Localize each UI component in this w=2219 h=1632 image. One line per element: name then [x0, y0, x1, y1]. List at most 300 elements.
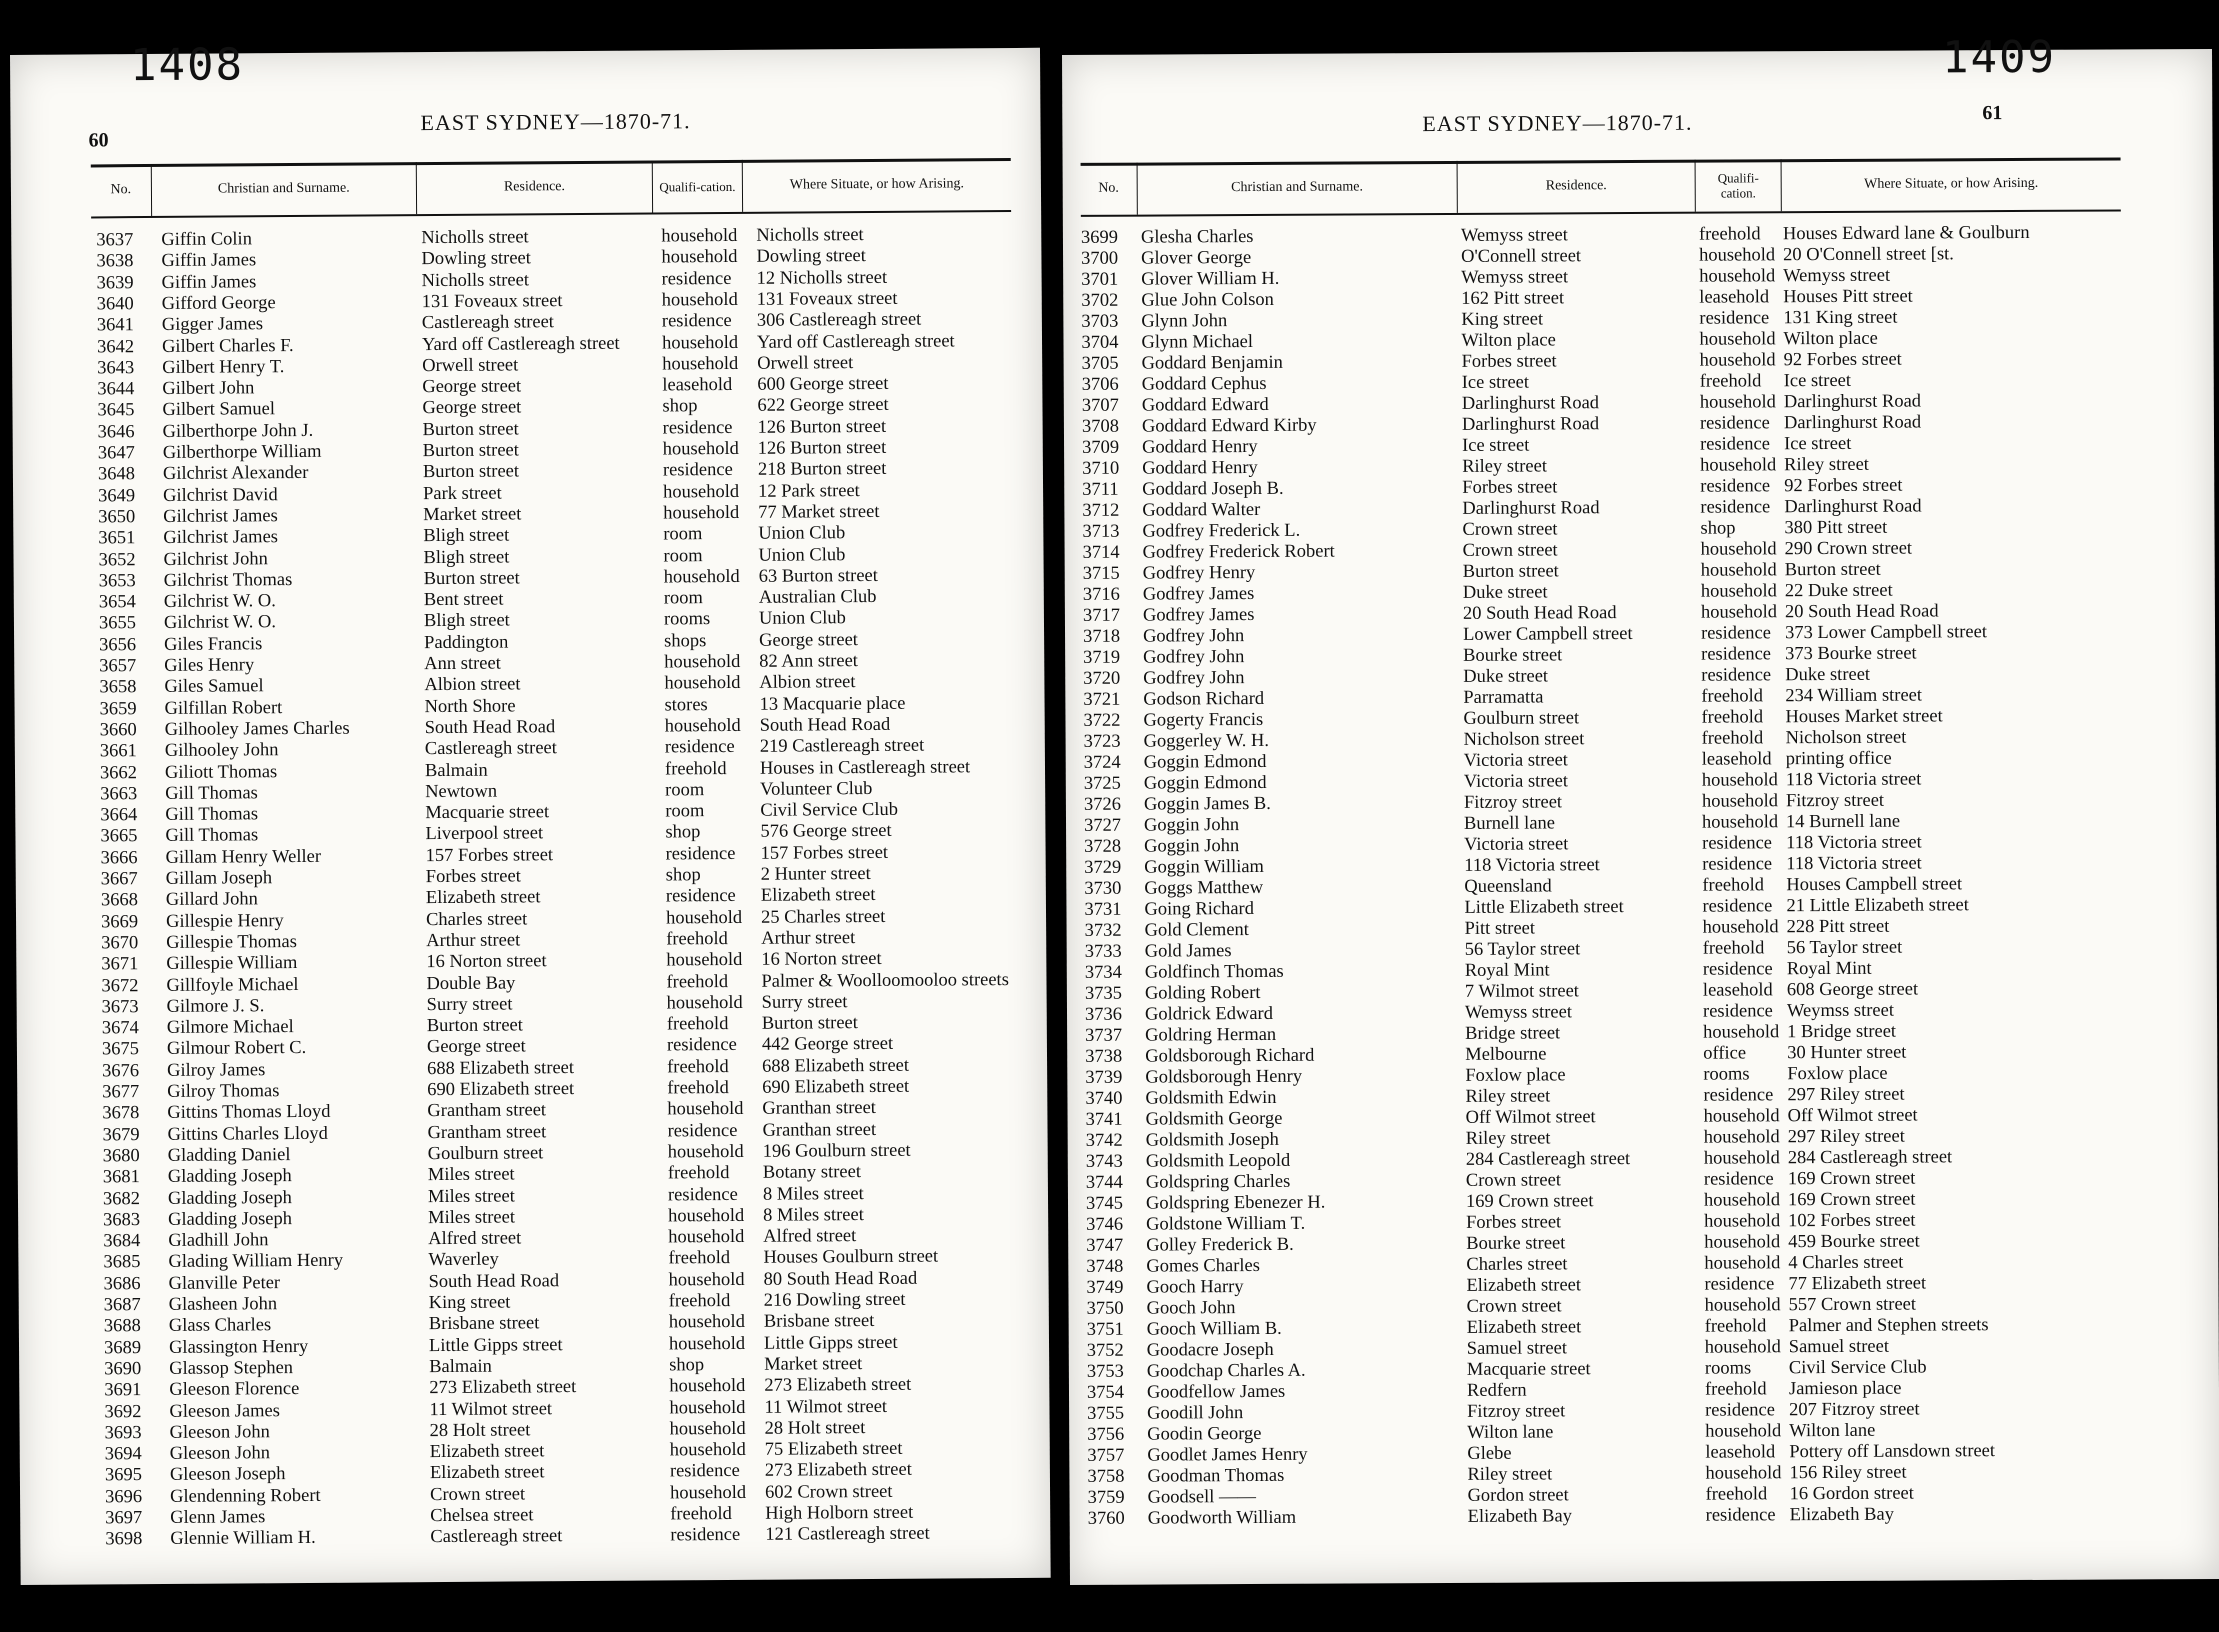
qualification: household	[1705, 1463, 1782, 1484]
entry-number: 3644	[97, 379, 135, 400]
table-row	[1088, 1502, 2198, 1530]
entry-number: 3678	[102, 1103, 140, 1124]
header-residence: Residence.	[417, 161, 654, 215]
entry-number: 3753	[1086, 1361, 1124, 1382]
residence: Goulburn street	[1463, 708, 1580, 729]
residence: Gordon street	[1467, 1485, 1569, 1506]
where-situate: Union Club	[758, 608, 846, 630]
where-situate: 118 Victoria street	[1786, 832, 1922, 854]
entry-number: 3704	[1081, 332, 1119, 353]
residence: Fitzroy street	[1463, 792, 1563, 813]
qualification: room	[665, 779, 705, 801]
residence: Little Gipps street	[428, 1334, 563, 1356]
elector-name: Goldsmith George	[1145, 1108, 1283, 1130]
residence: Wilton place	[1461, 330, 1556, 351]
where-situate: Orwell street	[757, 352, 854, 374]
elector-name: Goggin William	[1144, 856, 1264, 878]
entry-number: 3744	[1085, 1172, 1123, 1193]
residence: 118 Victoria street	[1464, 855, 1600, 876]
entry-number: 3736	[1084, 1004, 1123, 1025]
residence: Charles street	[1466, 1254, 1568, 1275]
qualification: household	[663, 502, 740, 524]
qualification: household	[664, 651, 741, 673]
elector-name: Gittins Charles Lloyd	[167, 1123, 328, 1145]
residence: 131 Foveaux street	[421, 291, 563, 313]
qualification: freehold	[668, 1248, 731, 1269]
qualification: room	[663, 524, 703, 545]
residence: Melbourne	[1465, 1044, 1547, 1065]
entry-number: 3648	[97, 464, 136, 485]
elector-name: Gogerty Francis	[1143, 709, 1264, 731]
residence: Ice street	[1461, 435, 1530, 456]
entry-number: 3713	[1082, 521, 1120, 542]
residence: Crown street	[1466, 1296, 1562, 1317]
entry-number: 3645	[97, 400, 135, 421]
residence: Burton street	[426, 1015, 523, 1037]
entry-number: 3733	[1084, 941, 1122, 962]
where-situate: 126 Burton street	[757, 437, 887, 459]
entry-number: 3721	[1083, 689, 1121, 710]
elector-name: Gillespie Thomas	[166, 931, 297, 953]
entry-number: 3699	[1080, 227, 1119, 248]
entry-number: 3665	[100, 826, 138, 847]
qualification: residence	[1704, 1274, 1775, 1295]
qualification: residence	[1702, 1001, 1773, 1022]
column-headers	[1081, 157, 2121, 214]
elector-name: Goldring Herman	[1145, 1024, 1277, 1046]
elector-name: Gleeson Florence	[169, 1379, 300, 1401]
qualification: residence	[1700, 623, 1771, 644]
entry-number: 3705	[1081, 353, 1119, 374]
where-situate: 75 Elizabeth street	[764, 1438, 903, 1460]
qualification: freehold	[668, 1291, 731, 1312]
elector-name: Gleeson Joseph	[169, 1464, 286, 1486]
residence: Parramatta	[1463, 687, 1544, 708]
residence: Chelsea street	[430, 1505, 534, 1527]
where-situate: 13 Macquarie place	[759, 693, 906, 715]
where-situate: Volunteer Club	[760, 778, 873, 800]
residence: Bligh street	[423, 525, 510, 547]
where-situate: 216 Dowling street	[763, 1289, 906, 1311]
qualification: household	[662, 438, 739, 460]
elector-name: Giffin Colin	[161, 229, 252, 250]
residence: Fitzroy street	[1467, 1401, 1566, 1422]
where-situate: Darlinghurst Road	[1783, 391, 1922, 413]
elector-name: Gifford George	[161, 293, 276, 314]
where-situate: 25 Charles street	[760, 906, 886, 928]
elector-name: Goldsmith Edwin	[1145, 1087, 1277, 1109]
elector-name: Giliott Thomas	[164, 761, 278, 783]
elector-name: Giffin James	[161, 271, 257, 293]
residence: Nicholls street	[421, 227, 529, 249]
elector-name: Gillespie Henry	[165, 910, 284, 932]
elector-name: Golding Robert	[1144, 982, 1261, 1004]
where-situate: Riley street	[1784, 454, 1869, 476]
entry-number: 3749	[1086, 1277, 1124, 1298]
qualification: rooms	[1704, 1358, 1752, 1379]
where-situate: 297 Riley street	[1787, 1126, 1905, 1148]
qualification: household	[1699, 266, 1776, 287]
entry-number: 3741	[1085, 1109, 1123, 1130]
where-situate: 2 Hunter street	[760, 864, 871, 885]
residence: Darlinghurst Road	[1462, 498, 1600, 519]
qualification: room	[663, 545, 703, 566]
qualification: freehold	[1704, 1379, 1767, 1400]
where-situate: 4 Charles street	[1788, 1252, 1904, 1274]
entry-number: 3659	[99, 698, 137, 719]
entry-number: 3735	[1084, 983, 1122, 1004]
qualification: freehold	[1704, 1316, 1767, 1337]
where-situate: Australian Club	[758, 587, 877, 608]
elector-name: Gleeson John	[169, 1443, 271, 1465]
qualification: residence	[1702, 854, 1773, 875]
entry-number: 3660	[99, 720, 137, 741]
residence: O'Connell street	[1461, 246, 1582, 267]
page-title: EAST SYDNEY—1870-71.	[1422, 109, 1693, 137]
entry-number: 3751	[1086, 1319, 1124, 1340]
where-situate: Ice street	[1783, 370, 1852, 392]
where-situate: 234 William street	[1785, 685, 1923, 707]
where-situate: George street	[759, 629, 858, 651]
residence: 273 Elizabeth street	[429, 1377, 577, 1399]
elector-name: Gilfillan Robert	[164, 697, 283, 719]
elector-name: Godfrey John	[1143, 668, 1245, 689]
entry-number: 3662	[99, 762, 138, 783]
entry-number: 3655	[98, 613, 137, 634]
qualification: freehold	[666, 1014, 729, 1035]
qualification: leasehold	[1699, 287, 1770, 308]
elector-name: Goodfellow James	[1146, 1381, 1286, 1403]
entry-number: 3670	[101, 933, 139, 954]
qualification: residence	[665, 886, 736, 907]
elector-name: Goodill John	[1147, 1403, 1244, 1424]
where-situate: 196 Goulburn street	[762, 1140, 911, 1162]
elector-name: Gill Thomas	[165, 825, 259, 847]
where-situate: 373 Bourke street	[1785, 643, 1917, 665]
entry-number: 3676	[102, 1060, 140, 1082]
residence: Forbes street	[1466, 1212, 1562, 1233]
elector-name: Godfrey Henry	[1142, 562, 1256, 584]
qualification: household	[662, 481, 740, 503]
entry-number: 3698	[105, 1529, 143, 1550]
entry-number: 3742	[1085, 1130, 1123, 1151]
entry-number: 3758	[1087, 1466, 1125, 1487]
page-number: 61	[1982, 102, 2003, 125]
elector-name: Goggin John	[1143, 815, 1240, 836]
entry-number: 3639	[96, 272, 134, 293]
where-situate: Dowling street	[756, 246, 866, 268]
elector-name: Gilbert Samuel	[162, 399, 276, 421]
qualification: residence	[1700, 497, 1771, 518]
where-situate: 20 South Head Road	[1784, 601, 1939, 623]
residence: Balmain	[424, 760, 488, 781]
where-situate: South Head Road	[759, 714, 891, 736]
entry-number: 3642	[96, 336, 135, 357]
entry-number: 3637	[96, 230, 134, 251]
entry-number: 3650	[98, 507, 136, 528]
residence: Goulburn street	[427, 1143, 544, 1165]
qualification: residence	[1699, 413, 1770, 434]
elector-name: Goldsborough Henry	[1145, 1066, 1303, 1088]
where-situate: Pottery off Lansdown street	[1789, 1441, 1996, 1463]
elector-name: Gladhill John	[168, 1230, 269, 1252]
elector-name: Goddard Walter	[1142, 499, 1261, 521]
entry-number: 3684	[103, 1231, 141, 1252]
where-situate: Elizabeth street	[760, 885, 876, 907]
where-situate: 8 Miles street	[763, 1204, 864, 1226]
entry-number: 3658	[99, 677, 137, 698]
elector-name: Goodin George	[1147, 1423, 1262, 1445]
entry-number: 3687	[103, 1295, 141, 1316]
register-entries-left	[91, 223, 1050, 1590]
where-situate: printing office	[1785, 748, 1892, 770]
elector-name: Gooch John	[1146, 1298, 1236, 1319]
qualification: residence	[1699, 434, 1770, 455]
left-page	[10, 39, 1051, 1585]
elector-name: Goggerley W. H.	[1143, 730, 1270, 752]
elector-name: Glenn James	[170, 1507, 266, 1528]
where-situate: 131 King street	[1783, 307, 1898, 329]
qualification: leasehold	[1701, 749, 1772, 770]
elector-name: Godfrey James	[1142, 584, 1255, 605]
elector-name: Gilbert Charles F.	[161, 335, 294, 357]
entry-number: 3689	[103, 1337, 142, 1358]
qualification: household	[1699, 329, 1776, 350]
qualification: residence	[662, 417, 733, 439]
right-page	[1062, 31, 2219, 1585]
entry-number: 3722	[1083, 710, 1121, 731]
where-situate: Palmer & Woolloomooloo streets	[761, 969, 1009, 992]
residence: Glebe	[1467, 1443, 1512, 1464]
where-situate: Foxlow place	[1787, 1063, 1888, 1085]
residence: King street	[1461, 309, 1544, 330]
residence: Miles street	[428, 1207, 516, 1228]
where-situate: 157 Forbes street	[760, 842, 889, 864]
elector-name: Goodman Thomas	[1147, 1465, 1285, 1487]
qualification: freehold	[1701, 686, 1764, 707]
where-situate: 77 Market street	[758, 501, 880, 523]
elector-name: Glass Charles	[168, 1315, 272, 1337]
residence: 169 Crown street	[1465, 1191, 1594, 1212]
entry-number: 3715	[1082, 563, 1120, 584]
where-situate: 20 O'Connell street [st.	[1783, 244, 1954, 266]
where-situate: 688 Elizabeth street	[762, 1055, 910, 1077]
residence: 28 Holt street	[429, 1420, 531, 1441]
where-situate: 442 George street	[761, 1034, 894, 1056]
qualification: shop	[665, 822, 701, 843]
qualification: residence	[1701, 644, 1772, 665]
residence: Macquarie street	[425, 802, 550, 824]
residence: Wemyss street	[1460, 225, 1568, 246]
elector-name: Gomes Charles	[1146, 1255, 1260, 1277]
qualification: residence	[1703, 1085, 1774, 1106]
qualification: household	[669, 1439, 746, 1461]
residence: Double Bay	[426, 972, 516, 994]
residence: Victoria street	[1463, 750, 1568, 771]
elector-name: Gilchrist Alexander	[162, 463, 309, 485]
residence: Forbes street	[425, 866, 521, 888]
elector-name: Gill Thomas	[165, 783, 258, 804]
entry-number: 3702	[1081, 290, 1119, 311]
qualification: leasehold	[662, 375, 733, 396]
elector-name: Gilchrist James	[163, 527, 279, 549]
entry-number: 3696	[104, 1486, 143, 1508]
where-situate: Samuel street	[1788, 1336, 1890, 1358]
residence: Yard off Castlereagh street	[421, 333, 620, 355]
qualification: residence	[661, 311, 732, 332]
qualification: shops	[664, 630, 707, 652]
elector-name: Goddard Joseph B.	[1142, 478, 1284, 500]
residence: Miles street	[427, 1164, 515, 1186]
residence: Burton street	[422, 440, 519, 462]
residence: Darlinghurst Road	[1461, 393, 1600, 414]
where-situate: Alfred street	[763, 1226, 857, 1247]
qualification: household	[1699, 245, 1776, 266]
where-situate: Houses Edward lane & Goulburn	[1782, 222, 2030, 245]
qualification: household	[661, 247, 738, 268]
residence: Balmain	[429, 1356, 492, 1377]
qualification: residence	[1700, 476, 1771, 497]
qualification: shop	[669, 1355, 705, 1376]
residence: Riley street	[1465, 1128, 1551, 1149]
entry-number: 3667	[100, 869, 138, 890]
elector-name: Gillfoyle Michael	[166, 974, 299, 996]
residence: Elizabeth street	[425, 887, 541, 909]
qualification: residence	[1702, 896, 1773, 917]
entry-number: 3757	[1087, 1445, 1125, 1466]
elector-name: Goldstone William T.	[1146, 1213, 1306, 1235]
elector-name: Goddard Cephus	[1141, 373, 1267, 395]
qualification: household	[667, 1099, 744, 1120]
entry-number: 3661	[99, 741, 137, 762]
residence: Wemyss street	[1464, 1002, 1572, 1023]
where-situate: 219 Castlereagh street	[759, 735, 925, 757]
where-situate: 21 Little Elizabeth street	[1786, 895, 1969, 917]
residence: Waverley	[428, 1250, 499, 1271]
where-situate: Elizabeth Bay	[1789, 1504, 1894, 1526]
where-situate: 228 Pitt street	[1786, 916, 1890, 938]
qualification: household	[1701, 812, 1779, 833]
entry-number: 3714	[1082, 542, 1120, 563]
where-situate: 459 Bourke street	[1788, 1231, 1920, 1253]
residence: Elizabeth street	[1466, 1317, 1582, 1338]
residence: Forbes street	[1461, 351, 1557, 372]
elector-name: Gigger James	[161, 314, 264, 336]
qualification: freehold	[666, 928, 728, 950]
elector-name: Gilchrist John	[163, 548, 268, 570]
qualification: room	[665, 801, 705, 822]
residence: Bridge street	[1465, 1023, 1561, 1044]
qualification: rooms	[1703, 1064, 1750, 1085]
entry-number: 3750	[1086, 1298, 1124, 1319]
qualification: household	[1701, 791, 1779, 812]
qualification: household	[665, 907, 743, 929]
elector-name: Goddard Henry	[1142, 457, 1258, 479]
residence: Castlereagh street	[424, 738, 557, 760]
qualification: freehold	[664, 758, 727, 779]
qualification: household	[667, 1141, 744, 1163]
residence: South Head Road	[428, 1270, 560, 1292]
qualification: leasehold	[1705, 1442, 1776, 1463]
qualification: residence	[1705, 1400, 1776, 1421]
residence: Liverpool street	[425, 823, 544, 845]
elector-name: Gilmour Robert C.	[166, 1038, 307, 1060]
elector-name: Goggin Edmond	[1143, 751, 1267, 773]
where-situate: 557 Crown street	[1788, 1294, 1917, 1316]
residence: Elizabeth street	[429, 1441, 545, 1463]
where-situate: Burton street	[1784, 559, 1881, 581]
qualification: shop	[662, 396, 698, 417]
where-situate: High Holborn street	[765, 1502, 914, 1524]
elector-name: Goggs Matthew	[1144, 877, 1264, 899]
where-situate: 118 Victoria street	[1785, 769, 1922, 791]
elector-name: Gittins Thomas Lloyd	[167, 1102, 331, 1124]
where-situate: 306 Castlereagh street	[756, 309, 922, 331]
entry-number: 3664	[100, 805, 138, 826]
where-situate: Jamieson place	[1788, 1378, 1902, 1400]
qualification: residence	[1699, 308, 1770, 329]
where-situate: 11 Wilmot street	[764, 1396, 888, 1418]
residence: Miles street	[427, 1186, 515, 1207]
where-situate: Brisbane street	[763, 1311, 875, 1333]
qualification: household	[1703, 1127, 1780, 1148]
residence: Royal Mint	[1464, 960, 1550, 981]
entry-number: 3688	[103, 1316, 141, 1337]
where-situate: 56 Taylor street	[1786, 937, 1903, 959]
header-no: No.	[1081, 163, 1138, 215]
qualification: household	[1700, 581, 1777, 602]
residence: 688 Elizabeth street	[427, 1057, 575, 1079]
residence: Queensland	[1464, 876, 1552, 897]
residence: Victoria street	[1464, 834, 1569, 855]
residence: Castlereagh street	[421, 312, 554, 334]
residence: Burton street	[422, 419, 519, 440]
residence: 162 Pitt street	[1461, 288, 1565, 309]
where-situate: 14 Burnell lane	[1785, 811, 1901, 833]
residence: Macquarie street	[1466, 1359, 1591, 1380]
qualification: household	[661, 225, 738, 247]
elector-name: Glasheen John	[168, 1294, 278, 1315]
where-situate: Granthan street	[762, 1098, 876, 1120]
residence: South Head Road	[424, 717, 556, 739]
residence: Burton street	[423, 568, 520, 589]
entry-number: 3666	[100, 847, 138, 869]
where-situate: 102 Forbes street	[1788, 1210, 1916, 1232]
entry-number: 3709	[1082, 437, 1120, 458]
elector-name: Goldfinch Thomas	[1144, 961, 1284, 983]
residence: Nicholls street	[421, 269, 530, 291]
entry-number: 3724	[1083, 752, 1121, 773]
elector-name: Goldrick Edward	[1144, 1003, 1273, 1025]
elector-name: Going Richard	[1144, 899, 1254, 920]
qualification: shop	[665, 865, 701, 886]
qualification: residence	[667, 1120, 738, 1142]
entry-number: 3673	[101, 996, 139, 1018]
qualification: freehold	[1698, 224, 1761, 245]
qualification: household	[1700, 560, 1777, 581]
where-situate: Fitzroy street	[1785, 790, 1885, 812]
residence: Duke street	[1462, 582, 1548, 603]
elector-name: Glynn Michael	[1141, 332, 1254, 353]
where-situate: 290 Crown street	[1784, 538, 1913, 560]
residence: Dowling street	[421, 248, 531, 270]
elector-name: Gold Clement	[1144, 920, 1249, 941]
elector-name: Goddard Edward	[1141, 394, 1269, 416]
where-situate: Ice street	[1783, 433, 1852, 455]
register-entries-right	[1081, 221, 2198, 1587]
residence: Alfred street	[428, 1228, 522, 1250]
residence: Grantham street	[427, 1100, 547, 1122]
